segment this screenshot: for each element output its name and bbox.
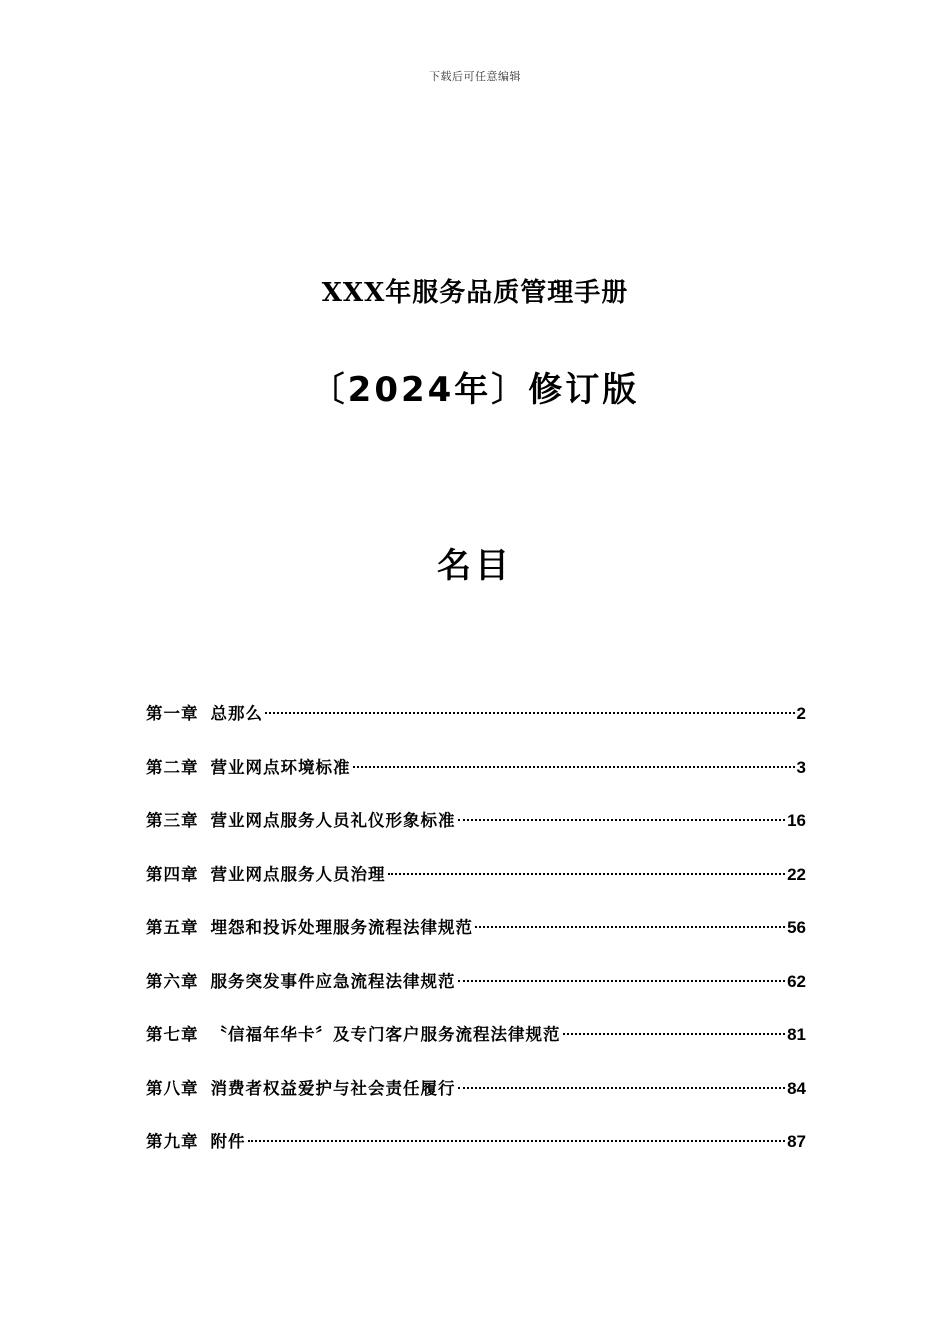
toc-dot-leader bbox=[563, 1033, 786, 1035]
toc-chapter-title: 埋怨和投诉处理服务流程法律规范 bbox=[210, 918, 473, 937]
toc-page-number: 62 bbox=[787, 971, 806, 991]
toc-chapter-number: 第三章 bbox=[146, 811, 199, 830]
toc-chapter-title: 消费者权益爱护与社会责任履行 bbox=[210, 1078, 456, 1098]
toc-page-number: 3 bbox=[796, 757, 806, 777]
toc-dot-leader bbox=[458, 1087, 786, 1089]
toc-chapter-number: 第九章 bbox=[146, 1132, 199, 1151]
toc-page-number: 81 bbox=[787, 1025, 806, 1044]
toc-chapter-title: 营业网点服务人员治理 bbox=[210, 864, 386, 884]
toc-entry-5[interactable] bbox=[146, 914, 806, 968]
toc-entry-2[interactable] bbox=[146, 754, 806, 808]
toc-entry-6[interactable] bbox=[146, 968, 806, 1022]
toc-entry-8[interactable] bbox=[146, 1075, 806, 1129]
toc-chapter-number: 第一章 bbox=[146, 704, 199, 723]
toc-entry-4[interactable] bbox=[146, 861, 806, 915]
toc-entry-3[interactable] bbox=[146, 807, 806, 861]
toc-entry-1[interactable] bbox=[146, 700, 806, 754]
toc-page-number: 84 bbox=[787, 1078, 806, 1098]
toc-chapter-number: 第四章 bbox=[146, 864, 199, 884]
toc-chapter-number: 第五章 bbox=[146, 918, 199, 937]
toc-dot-leader bbox=[353, 766, 795, 768]
toc-page-number: 2 bbox=[796, 704, 806, 723]
toc-chapter-title: 营业网点服务人员礼仪形象标准 bbox=[210, 811, 456, 830]
toc-page-number: 87 bbox=[787, 1132, 806, 1151]
toc-chapter-title: 服务突发事件应急流程法律规范 bbox=[210, 971, 456, 991]
toc-chapter-number: 第六章 bbox=[146, 971, 199, 991]
toc-dot-leader bbox=[458, 819, 786, 821]
toc-entry-9[interactable] bbox=[146, 1128, 806, 1182]
toc-chapter-title: 营业网点环境标准 bbox=[210, 757, 351, 777]
toc-dot-leader bbox=[265, 712, 795, 714]
document-title: XXX年服务品质管理手册 bbox=[321, 278, 629, 308]
toc-chapter-title: 附件 bbox=[210, 1132, 246, 1151]
toc-heading: 名目 bbox=[437, 546, 513, 586]
toc-chapter-number: 第八章 bbox=[146, 1078, 199, 1098]
toc-chapter-title: 〝信福年华卡〞及专门客户服务流程法律规范 bbox=[210, 1025, 561, 1044]
toc-dot-leader bbox=[475, 926, 785, 928]
toc-entry-7[interactable] bbox=[146, 1021, 806, 1075]
toc-dot-leader bbox=[458, 980, 786, 982]
toc-page-number: 16 bbox=[787, 811, 806, 830]
toc-dot-leader bbox=[388, 873, 786, 875]
header-note: 下载后可任意编辑 bbox=[429, 70, 521, 83]
toc-page-number: 56 bbox=[787, 918, 806, 937]
toc-dot-leader bbox=[248, 1140, 786, 1142]
toc-chapter-number: 第七章 bbox=[146, 1025, 199, 1044]
table-of-contents bbox=[146, 700, 806, 1182]
toc-chapter-title: 总那么 bbox=[210, 704, 263, 723]
toc-page-number: 22 bbox=[787, 864, 806, 884]
edition-label: 〔2024年〕修订版 bbox=[310, 370, 640, 410]
toc-chapter-number: 第二章 bbox=[146, 757, 199, 777]
